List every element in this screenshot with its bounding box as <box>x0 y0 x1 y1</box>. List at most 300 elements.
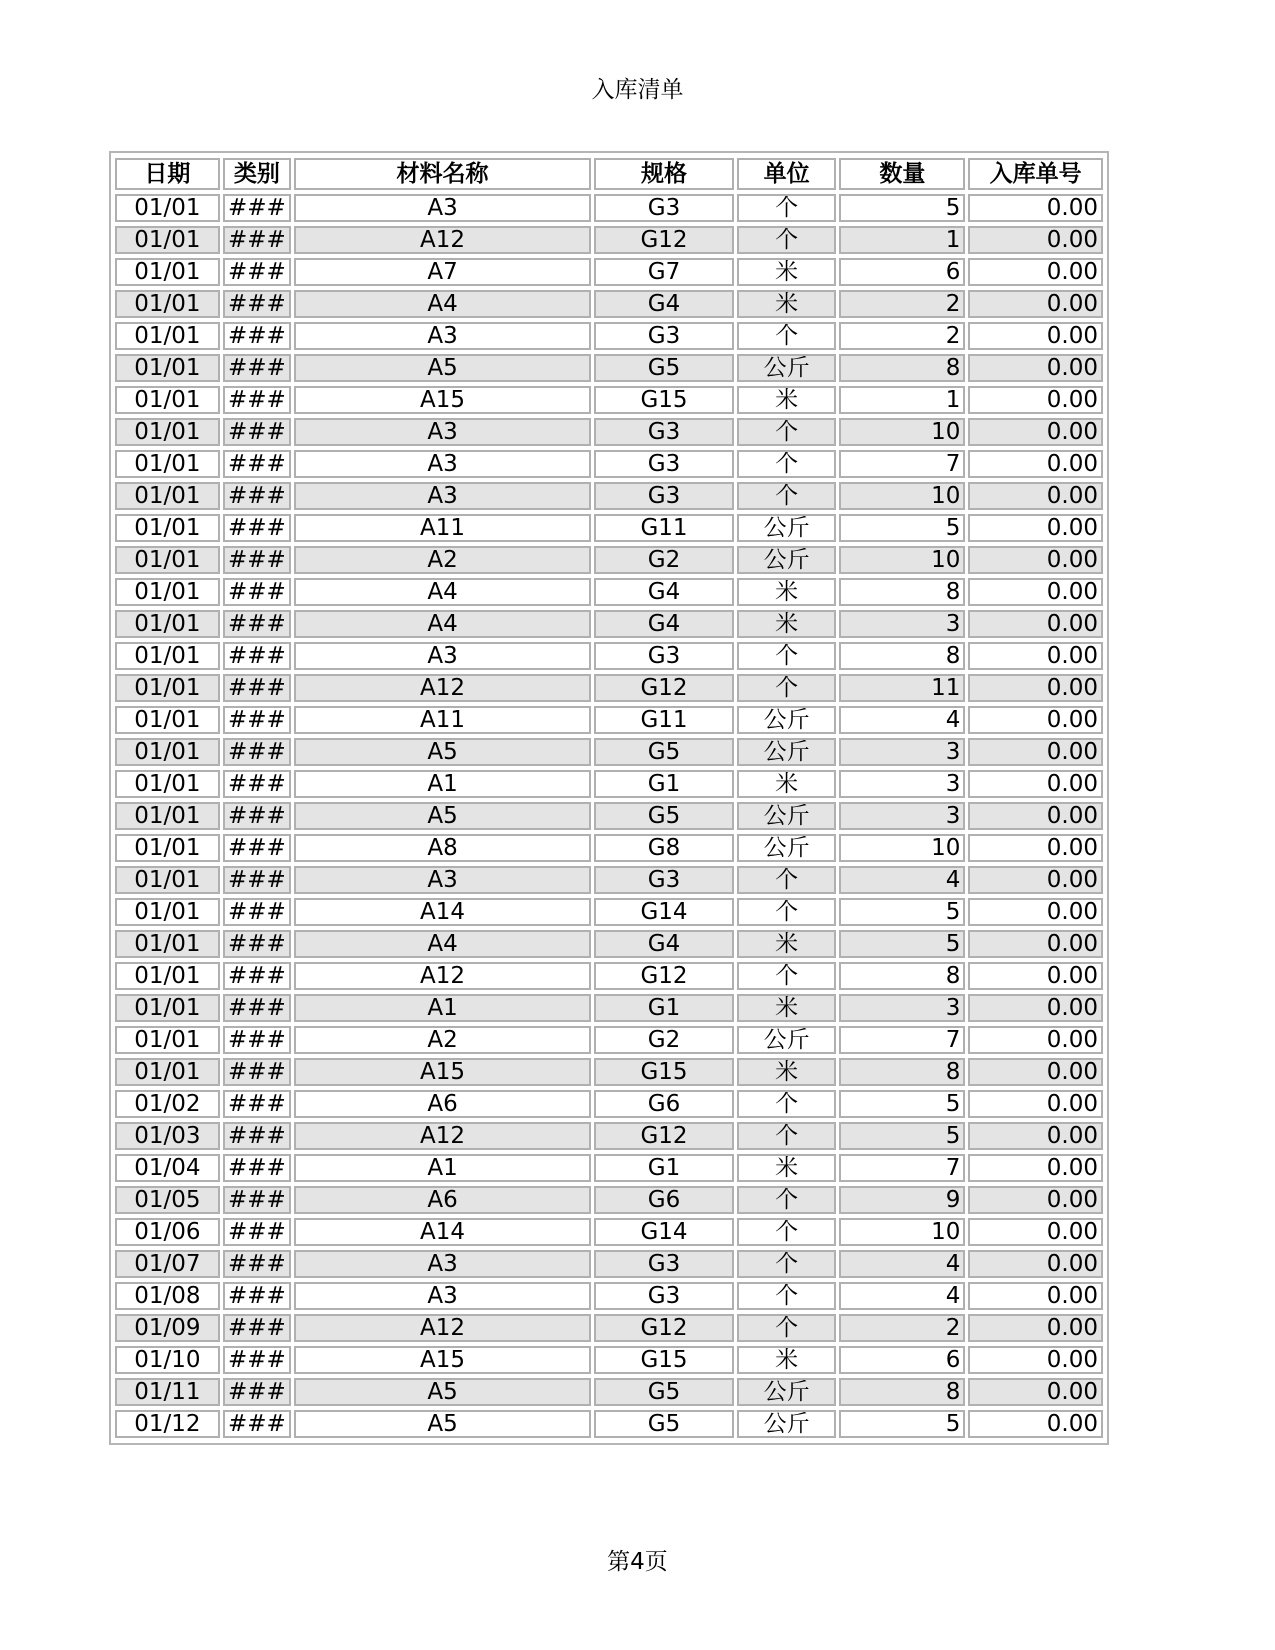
table-row <box>115 578 1103 606</box>
spec-cell: G1 <box>594 770 734 798</box>
unit-cell: 米 <box>737 290 836 318</box>
table-row <box>115 1154 1103 1182</box>
table-row <box>115 962 1103 990</box>
receipt-number-cell: 0.00 <box>968 770 1103 798</box>
category-cell: ### <box>223 546 291 574</box>
material-name-cell: A11 <box>294 706 591 734</box>
material-name-cell: A12 <box>294 1314 591 1342</box>
receipt-number-cell: 0.00 <box>968 1378 1103 1406</box>
spec-cell: G5 <box>594 1410 734 1438</box>
date-cell: 01/08 <box>115 1282 220 1310</box>
table-row <box>115 322 1103 350</box>
column-header-category: 类别 <box>223 158 291 190</box>
spec-cell: G5 <box>594 1378 734 1406</box>
quantity-cell: 4 <box>839 1250 965 1278</box>
date-cell: 01/01 <box>115 642 220 670</box>
spec-cell: G3 <box>594 1282 734 1310</box>
category-cell: ### <box>223 290 291 318</box>
spec-cell: G3 <box>594 418 734 446</box>
unit-cell: 个 <box>737 1282 836 1310</box>
spec-cell: G4 <box>594 610 734 638</box>
spec-cell: G1 <box>594 994 734 1022</box>
spec-cell: G3 <box>594 450 734 478</box>
date-cell: 01/01 <box>115 194 220 222</box>
unit-cell: 米 <box>737 994 836 1022</box>
spec-cell: G4 <box>594 578 734 606</box>
unit-cell: 米 <box>737 258 836 286</box>
receipt-number-cell: 0.00 <box>968 546 1103 574</box>
quantity-cell: 3 <box>839 994 965 1022</box>
material-name-cell: A5 <box>294 1378 591 1406</box>
quantity-cell: 7 <box>839 1026 965 1054</box>
quantity-cell: 5 <box>839 930 965 958</box>
category-cell: ### <box>223 834 291 862</box>
category-cell: ### <box>223 674 291 702</box>
spec-cell: G2 <box>594 546 734 574</box>
spec-cell: G15 <box>594 1346 734 1374</box>
receipt-number-cell: 0.00 <box>968 1026 1103 1054</box>
category-cell: ### <box>223 1058 291 1086</box>
category-cell: ### <box>223 706 291 734</box>
spec-cell: G14 <box>594 1218 734 1246</box>
receipt-number-cell: 0.00 <box>968 354 1103 382</box>
date-cell: 01/07 <box>115 1250 220 1278</box>
unit-cell: 米 <box>737 1154 836 1182</box>
quantity-cell: 7 <box>839 450 965 478</box>
quantity-cell: 4 <box>839 706 965 734</box>
material-name-cell: A4 <box>294 578 591 606</box>
date-cell: 01/01 <box>115 290 220 318</box>
spec-cell: G3 <box>594 866 734 894</box>
table-row <box>115 1186 1103 1214</box>
table-row <box>115 770 1103 798</box>
spec-cell: G3 <box>594 194 734 222</box>
unit-cell: 个 <box>737 642 836 670</box>
receipt-number-cell: 0.00 <box>968 482 1103 510</box>
receipt-number-cell: 0.00 <box>968 738 1103 766</box>
material-name-cell: A12 <box>294 226 591 254</box>
category-cell: ### <box>223 1410 291 1438</box>
date-cell: 01/05 <box>115 1186 220 1214</box>
receipt-number-cell: 0.00 <box>968 930 1103 958</box>
unit-cell: 米 <box>737 770 836 798</box>
category-cell: ### <box>223 930 291 958</box>
unit-cell: 个 <box>737 1250 836 1278</box>
material-name-cell: A15 <box>294 1058 591 1086</box>
unit-cell: 米 <box>737 386 836 414</box>
unit-cell: 米 <box>737 1346 836 1374</box>
receipt-number-cell: 0.00 <box>968 994 1103 1022</box>
category-cell: ### <box>223 1218 291 1246</box>
spec-cell: G7 <box>594 258 734 286</box>
receipt-number-cell: 0.00 <box>968 290 1103 318</box>
material-name-cell: A12 <box>294 962 591 990</box>
date-cell: 01/01 <box>115 706 220 734</box>
category-cell: ### <box>223 1186 291 1214</box>
table-row <box>115 1410 1103 1438</box>
material-name-cell: A6 <box>294 1186 591 1214</box>
quantity-cell: 3 <box>839 770 965 798</box>
quantity-cell: 5 <box>839 1410 965 1438</box>
category-cell: ### <box>223 1122 291 1150</box>
material-name-cell: A11 <box>294 514 591 542</box>
category-cell: ### <box>223 770 291 798</box>
date-cell: 01/02 <box>115 1090 220 1118</box>
category-cell: ### <box>223 450 291 478</box>
page-title: 入库清单 <box>591 77 684 103</box>
unit-cell: 米 <box>737 610 836 638</box>
spec-cell: G5 <box>594 354 734 382</box>
category-cell: ### <box>223 1250 291 1278</box>
spec-cell: G14 <box>594 898 734 926</box>
unit-cell: 公斤 <box>737 1026 836 1054</box>
receipt-number-cell: 0.00 <box>968 1122 1103 1150</box>
quantity-cell: 10 <box>839 482 965 510</box>
category-cell: ### <box>223 322 291 350</box>
spec-cell: G8 <box>594 834 734 862</box>
quantity-cell: 8 <box>839 1378 965 1406</box>
material-name-cell: A3 <box>294 482 591 510</box>
quantity-cell: 5 <box>839 1122 965 1150</box>
table-row <box>115 706 1103 734</box>
unit-cell: 个 <box>737 866 836 894</box>
receipt-number-cell: 0.00 <box>968 1282 1103 1310</box>
table-header-row <box>115 158 1103 190</box>
spec-cell: G5 <box>594 738 734 766</box>
category-cell: ### <box>223 1378 291 1406</box>
quantity-cell: 2 <box>839 322 965 350</box>
date-cell: 01/01 <box>115 738 220 766</box>
receipt-number-cell: 0.00 <box>968 610 1103 638</box>
spec-cell: G3 <box>594 482 734 510</box>
quantity-cell: 10 <box>839 1218 965 1246</box>
quantity-cell: 2 <box>839 1314 965 1342</box>
material-name-cell: A3 <box>294 866 591 894</box>
receipt-number-cell: 0.00 <box>968 802 1103 830</box>
category-cell: ### <box>223 1154 291 1182</box>
category-cell: ### <box>223 642 291 670</box>
receipt-number-cell: 0.00 <box>968 322 1103 350</box>
table-row <box>115 1026 1103 1054</box>
quantity-cell: 5 <box>839 194 965 222</box>
date-cell: 01/01 <box>115 578 220 606</box>
table-row <box>115 1282 1103 1310</box>
spec-cell: G1 <box>594 1154 734 1182</box>
unit-cell: 公斤 <box>737 354 836 382</box>
unit-cell: 个 <box>737 1122 836 1150</box>
category-cell: ### <box>223 386 291 414</box>
table-row <box>115 226 1103 254</box>
receipt-number-cell: 0.00 <box>968 226 1103 254</box>
date-cell: 01/10 <box>115 1346 220 1374</box>
unit-cell: 公斤 <box>737 1410 836 1438</box>
quantity-cell: 8 <box>839 354 965 382</box>
table-row <box>115 898 1103 926</box>
quantity-cell: 5 <box>839 514 965 542</box>
date-cell: 01/01 <box>115 834 220 862</box>
quantity-cell: 3 <box>839 802 965 830</box>
quantity-cell: 11 <box>839 674 965 702</box>
unit-cell: 公斤 <box>737 706 836 734</box>
category-cell: ### <box>223 1090 291 1118</box>
unit-cell: 公斤 <box>737 1378 836 1406</box>
material-name-cell: A1 <box>294 1154 591 1182</box>
receipt-number-cell: 0.00 <box>968 578 1103 606</box>
table-row <box>115 802 1103 830</box>
material-name-cell: A15 <box>294 386 591 414</box>
spec-cell: G12 <box>594 962 734 990</box>
quantity-cell: 3 <box>839 738 965 766</box>
material-name-cell: A12 <box>294 674 591 702</box>
material-name-cell: A3 <box>294 450 591 478</box>
material-name-cell: A4 <box>294 610 591 638</box>
material-name-cell: A1 <box>294 994 591 1022</box>
spec-cell: G15 <box>594 386 734 414</box>
column-header-date: 日期 <box>115 158 220 190</box>
receipt-number-cell: 0.00 <box>968 514 1103 542</box>
quantity-cell: 6 <box>839 258 965 286</box>
date-cell: 01/06 <box>115 1218 220 1246</box>
table-row <box>115 1250 1103 1278</box>
quantity-cell: 8 <box>839 1058 965 1086</box>
category-cell: ### <box>223 1346 291 1374</box>
receipt-number-cell: 0.00 <box>968 1346 1103 1374</box>
receipt-number-cell: 0.00 <box>968 258 1103 286</box>
quantity-cell: 5 <box>839 898 965 926</box>
receipt-number-cell: 0.00 <box>968 1250 1103 1278</box>
table-row <box>115 1314 1103 1342</box>
spec-cell: G11 <box>594 514 734 542</box>
category-cell: ### <box>223 610 291 638</box>
category-cell: ### <box>223 866 291 894</box>
unit-cell: 公斤 <box>737 802 836 830</box>
spec-cell: G4 <box>594 290 734 318</box>
quantity-cell: 4 <box>839 866 965 894</box>
date-cell: 01/01 <box>115 674 220 702</box>
date-cell: 01/01 <box>115 898 220 926</box>
receipt-number-cell: 0.00 <box>968 706 1103 734</box>
receipt-number-cell: 0.00 <box>968 1410 1103 1438</box>
date-cell: 01/04 <box>115 1154 220 1182</box>
receipt-number-cell: 0.00 <box>968 386 1103 414</box>
table-row <box>115 1378 1103 1406</box>
material-name-cell: A3 <box>294 322 591 350</box>
date-cell: 01/01 <box>115 386 220 414</box>
quantity-cell: 1 <box>839 386 965 414</box>
table-row <box>115 1090 1103 1118</box>
category-cell: ### <box>223 418 291 446</box>
material-name-cell: A15 <box>294 1346 591 1374</box>
date-cell: 01/01 <box>115 1058 220 1086</box>
unit-cell: 个 <box>737 1186 836 1214</box>
material-name-cell: A4 <box>294 290 591 318</box>
date-cell: 01/11 <box>115 1378 220 1406</box>
material-name-cell: A2 <box>294 1026 591 1054</box>
category-cell: ### <box>223 194 291 222</box>
spec-cell: G2 <box>594 1026 734 1054</box>
date-cell: 01/01 <box>115 482 220 510</box>
date-cell: 01/01 <box>115 450 220 478</box>
category-cell: ### <box>223 1282 291 1310</box>
column-header-material-name: 材料名称 <box>294 158 591 190</box>
spec-cell: G3 <box>594 1250 734 1278</box>
material-name-cell: A1 <box>294 770 591 798</box>
receipt-number-cell: 0.00 <box>968 1186 1103 1214</box>
unit-cell: 公斤 <box>737 834 836 862</box>
table-row <box>115 194 1103 222</box>
date-cell: 01/01 <box>115 770 220 798</box>
material-name-cell: A3 <box>294 194 591 222</box>
date-cell: 01/01 <box>115 866 220 894</box>
material-name-cell: A3 <box>294 1250 591 1278</box>
page-number: 第4页 <box>607 1549 668 1575</box>
column-header-unit: 单位 <box>737 158 836 190</box>
material-name-cell: A8 <box>294 834 591 862</box>
quantity-cell: 8 <box>839 962 965 990</box>
receipt-number-cell: 0.00 <box>968 1154 1103 1182</box>
quantity-cell: 9 <box>839 1186 965 1214</box>
quantity-cell: 8 <box>839 578 965 606</box>
material-name-cell: A5 <box>294 802 591 830</box>
date-cell: 01/01 <box>115 1026 220 1054</box>
date-cell: 01/01 <box>115 610 220 638</box>
unit-cell: 个 <box>737 226 836 254</box>
table-row <box>115 1058 1103 1086</box>
material-name-cell: A3 <box>294 418 591 446</box>
category-cell: ### <box>223 738 291 766</box>
category-cell: ### <box>223 226 291 254</box>
quantity-cell: 6 <box>839 1346 965 1374</box>
receipt-number-cell: 0.00 <box>968 898 1103 926</box>
receipt-number-cell: 0.00 <box>968 450 1103 478</box>
quantity-cell: 10 <box>839 546 965 574</box>
spec-cell: G6 <box>594 1186 734 1214</box>
material-name-cell: A2 <box>294 546 591 574</box>
receipt-number-cell: 0.00 <box>968 866 1103 894</box>
table-row <box>115 930 1103 958</box>
category-cell: ### <box>223 994 291 1022</box>
table-row <box>115 482 1103 510</box>
unit-cell: 个 <box>737 194 836 222</box>
material-name-cell: A6 <box>294 1090 591 1118</box>
receipt-number-cell: 0.00 <box>968 194 1103 222</box>
table-row <box>115 290 1103 318</box>
category-cell: ### <box>223 898 291 926</box>
unit-cell: 米 <box>737 1058 836 1086</box>
table-row <box>115 354 1103 382</box>
unit-cell: 个 <box>737 482 836 510</box>
material-name-cell: A4 <box>294 930 591 958</box>
receipt-number-cell: 0.00 <box>968 1218 1103 1246</box>
column-header-quantity: 数量 <box>839 158 965 190</box>
spec-cell: G15 <box>594 1058 734 1086</box>
receipt-number-cell: 0.00 <box>968 642 1103 670</box>
date-cell: 01/01 <box>115 418 220 446</box>
receipt-number-cell: 0.00 <box>968 1058 1103 1086</box>
spec-cell: G11 <box>594 706 734 734</box>
table-container <box>109 151 1109 1445</box>
receipt-number-cell: 0.00 <box>968 1314 1103 1342</box>
date-cell: 01/01 <box>115 514 220 542</box>
category-cell: ### <box>223 1026 291 1054</box>
unit-cell: 米 <box>737 578 836 606</box>
table-row <box>115 1122 1103 1150</box>
quantity-cell: 7 <box>839 1154 965 1182</box>
date-cell: 01/01 <box>115 546 220 574</box>
spec-cell: G12 <box>594 226 734 254</box>
category-cell: ### <box>223 514 291 542</box>
receipt-number-cell: 0.00 <box>968 834 1103 862</box>
receipt-number-cell: 0.00 <box>968 1090 1103 1118</box>
unit-cell: 个 <box>737 418 836 446</box>
date-cell: 01/01 <box>115 322 220 350</box>
spec-cell: G12 <box>594 674 734 702</box>
category-cell: ### <box>223 354 291 382</box>
unit-cell: 公斤 <box>737 738 836 766</box>
unit-cell: 公斤 <box>737 546 836 574</box>
quantity-cell: 8 <box>839 642 965 670</box>
table-row <box>115 546 1103 574</box>
table-row <box>115 866 1103 894</box>
category-cell: ### <box>223 1314 291 1342</box>
date-cell: 01/01 <box>115 994 220 1022</box>
material-name-cell: A5 <box>294 1410 591 1438</box>
unit-cell: 米 <box>737 930 836 958</box>
unit-cell: 公斤 <box>737 514 836 542</box>
quantity-cell: 5 <box>839 1090 965 1118</box>
material-name-cell: A5 <box>294 354 591 382</box>
quantity-cell: 3 <box>839 610 965 638</box>
material-name-cell: A7 <box>294 258 591 286</box>
date-cell: 01/03 <box>115 1122 220 1150</box>
table-row <box>115 514 1103 542</box>
spec-cell: G6 <box>594 1090 734 1118</box>
receipt-number-cell: 0.00 <box>968 674 1103 702</box>
date-cell: 01/01 <box>115 226 220 254</box>
receipt-number-cell: 0.00 <box>968 962 1103 990</box>
unit-cell: 个 <box>737 1218 836 1246</box>
date-cell: 01/01 <box>115 354 220 382</box>
column-header-receipt-number: 入库单号 <box>968 158 1103 190</box>
category-cell: ### <box>223 482 291 510</box>
date-cell: 01/01 <box>115 258 220 286</box>
date-cell: 01/01 <box>115 802 220 830</box>
category-cell: ### <box>223 802 291 830</box>
material-name-cell: A12 <box>294 1122 591 1150</box>
quantity-cell: 4 <box>839 1282 965 1310</box>
table-row <box>115 610 1103 638</box>
material-name-cell: A3 <box>294 1282 591 1310</box>
unit-cell: 个 <box>737 1314 836 1342</box>
table-row <box>115 994 1103 1022</box>
unit-cell: 个 <box>737 1090 836 1118</box>
table-row <box>115 1346 1103 1374</box>
table-row <box>115 418 1103 446</box>
date-cell: 01/01 <box>115 930 220 958</box>
table-row <box>115 738 1103 766</box>
category-cell: ### <box>223 258 291 286</box>
material-name-cell: A14 <box>294 898 591 926</box>
table-row <box>115 258 1103 286</box>
quantity-cell: 10 <box>839 418 965 446</box>
unit-cell: 个 <box>737 674 836 702</box>
quantity-cell: 2 <box>839 290 965 318</box>
spec-cell: G3 <box>594 642 734 670</box>
table-row <box>115 1218 1103 1246</box>
category-cell: ### <box>223 962 291 990</box>
unit-cell: 个 <box>737 898 836 926</box>
material-name-cell: A3 <box>294 642 591 670</box>
